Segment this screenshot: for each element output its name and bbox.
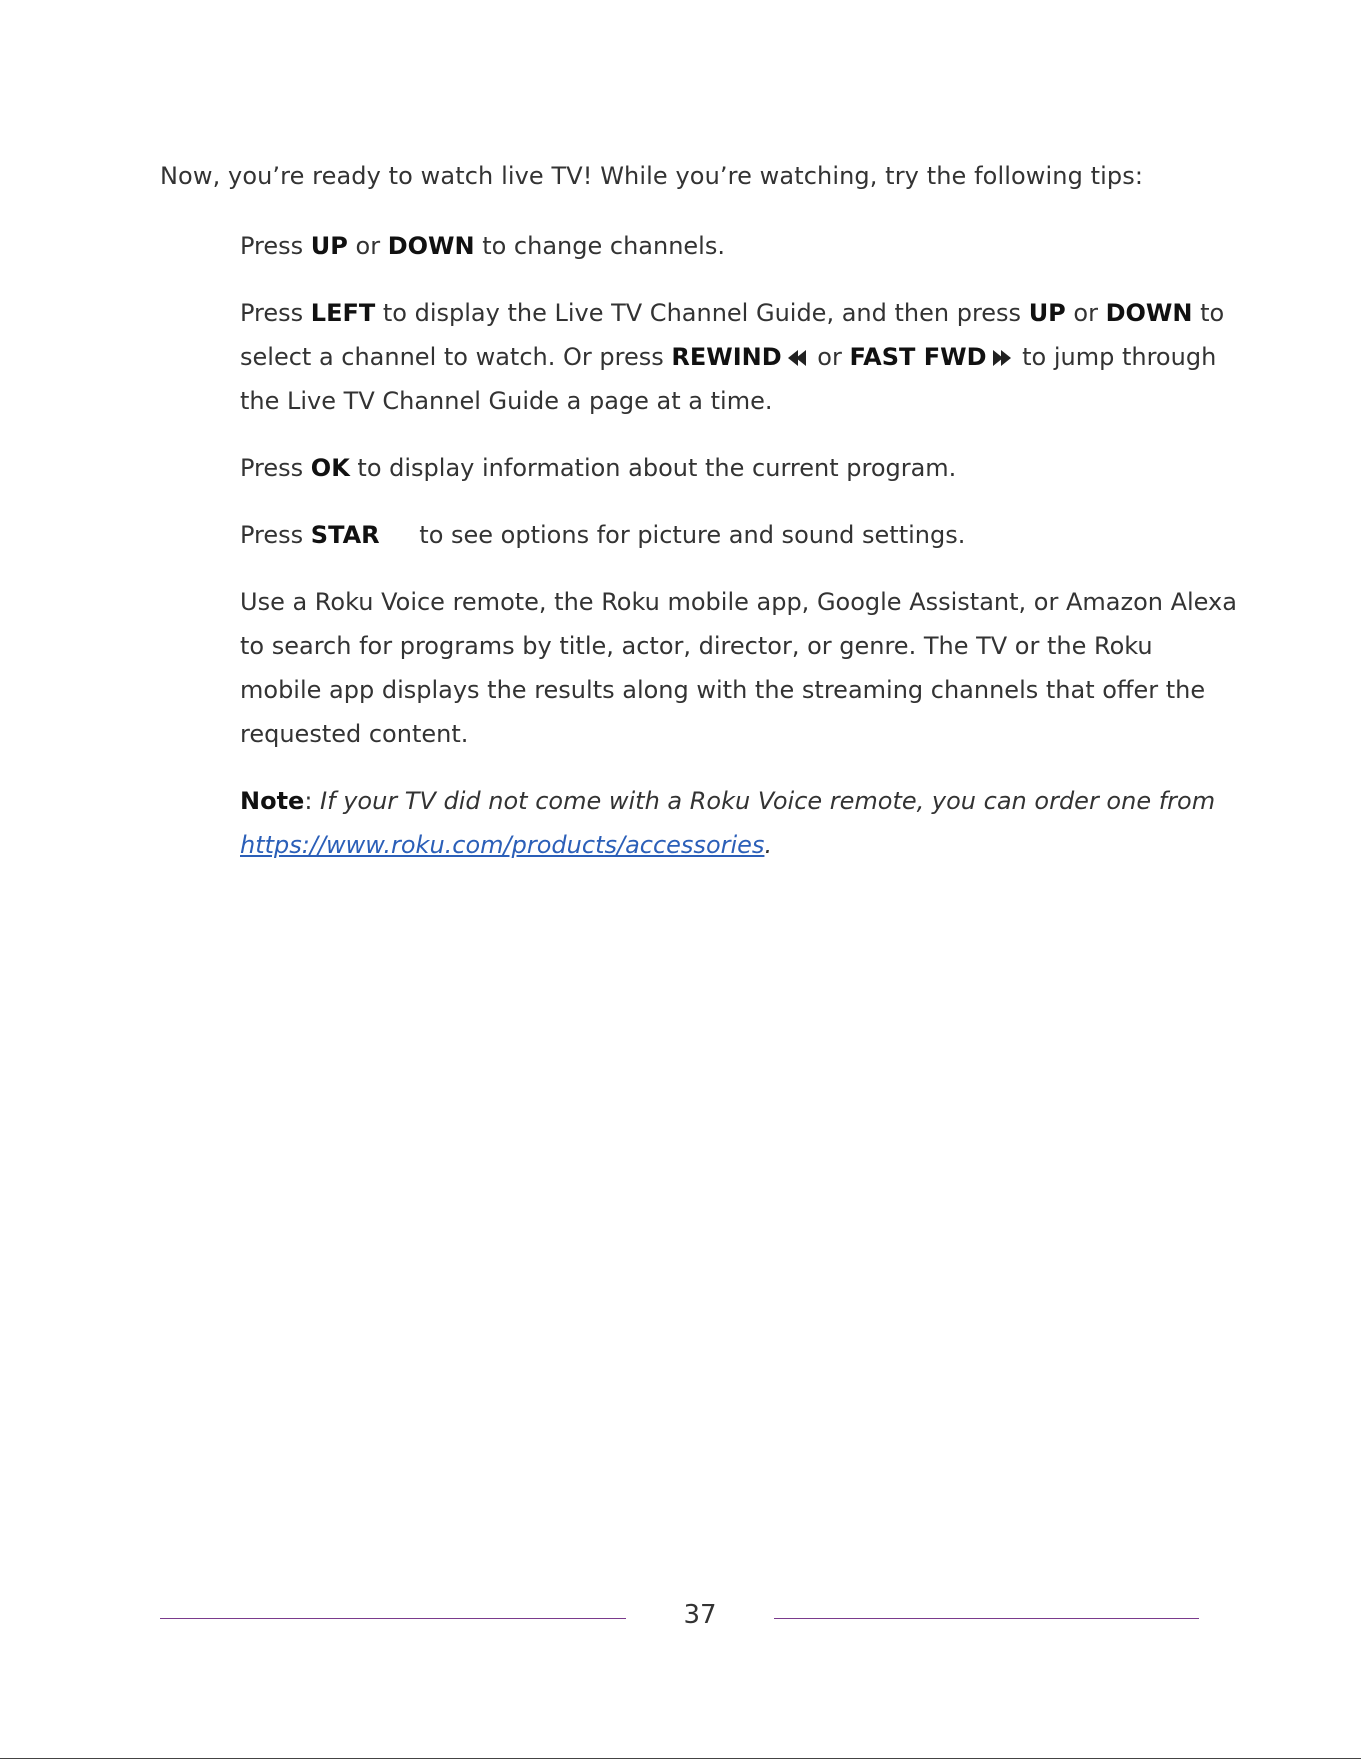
rewind-icon xyxy=(788,335,806,379)
footer-rule-left xyxy=(160,1618,626,1619)
tip-channel-guide xyxy=(240,291,1240,423)
note-paragraph xyxy=(240,779,1240,867)
tip-text: to display information about the current program. xyxy=(349,454,957,482)
key-down: DOWN xyxy=(1105,299,1193,327)
key-star: STAR xyxy=(310,521,380,549)
tip-text: to change channels. xyxy=(474,232,725,260)
tip-text: Press xyxy=(240,454,311,482)
tip-text: Press xyxy=(240,232,311,260)
tip-text: Press xyxy=(240,299,311,327)
note-end: . xyxy=(764,831,773,859)
page-bottom-edge xyxy=(0,1758,1361,1759)
tips-list xyxy=(240,224,1240,890)
key-fast-forward: FAST FWD xyxy=(849,343,987,371)
tip-text: or xyxy=(347,232,388,260)
key-left: LEFT xyxy=(310,299,376,327)
tip-voice-search: Use a Roku Voice remote, the Roku mobile app, Google Assistant, or Amazon Alexa to search for programs by title, actor, director, or genre. The TV or the Roku mobile app displays the results along with the streaming channels that offer the requested content. xyxy=(240,588,1237,748)
tip-text: to select a channel to watch. Or press xyxy=(240,299,1225,371)
key-up: UP xyxy=(310,232,348,260)
tip-text: or xyxy=(1065,299,1106,327)
footer-rule-right xyxy=(774,1618,1199,1619)
key-ok: OK xyxy=(310,454,350,482)
key-up: UP xyxy=(1028,299,1066,327)
page-number: 37 xyxy=(683,1600,717,1630)
note-label: Note xyxy=(240,787,305,815)
key-rewind: REWIND xyxy=(671,343,782,371)
fast-forward-icon xyxy=(993,335,1011,379)
key-down: DOWN xyxy=(387,232,475,260)
tip-text: to display the Live TV Channel Guide, and then press xyxy=(375,299,1029,327)
note-text: If your TV did not come with a Roku Voice remote, you can order one from xyxy=(320,787,1216,815)
tip-program-info xyxy=(240,446,1240,490)
accessories-link[interactable]: https://www.roku.com/products/accessories xyxy=(240,831,765,859)
note-colon: : xyxy=(304,787,321,815)
tip-text: to jump through the Live TV Channel Guide a page at a time. xyxy=(240,343,1217,415)
tip-text: to see options for picture and sound settings. xyxy=(411,521,966,549)
tip-options xyxy=(240,513,1240,557)
tip-change-channels xyxy=(240,224,1240,268)
intro-paragraph: Now, you’re ready to watch live TV! While you’re watching, try the following tips: xyxy=(160,162,1144,190)
tip-text: or xyxy=(809,343,850,371)
tip-text: Press xyxy=(240,521,311,549)
